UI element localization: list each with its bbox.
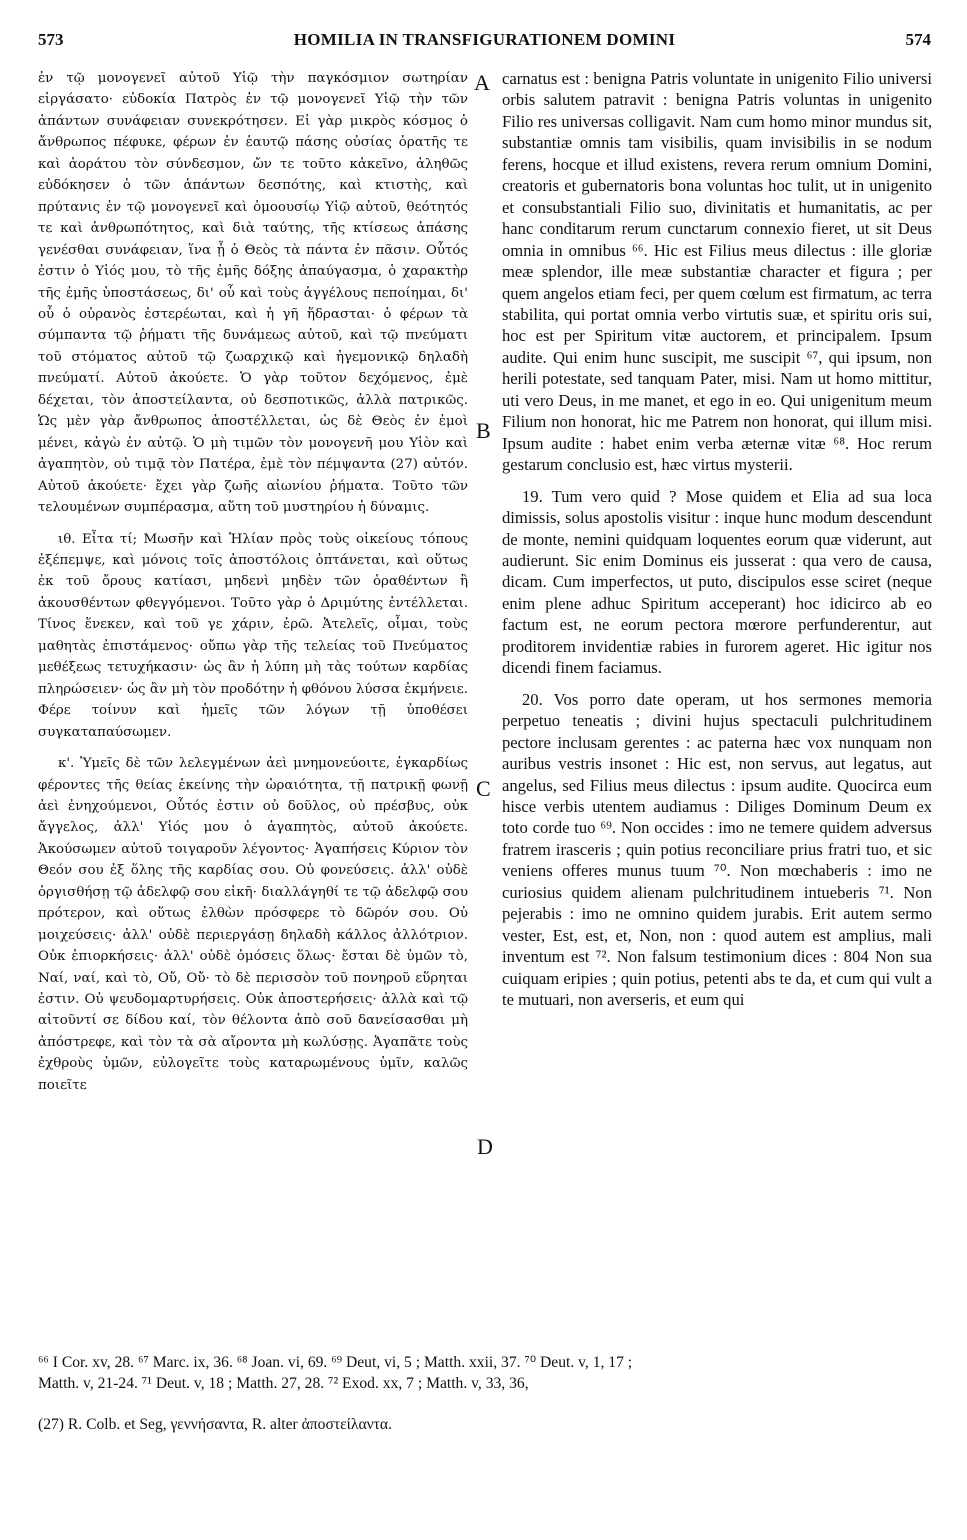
greek-column xyxy=(38,68,468,1096)
footnote-line: Matth. v, 21-24. ⁷¹ Deut. v, 18 ; Matth. 27, 28. ⁷² Exod. xx, 7 ; Matth. v, 33, 36, xyxy=(38,1375,529,1392)
margin-letter-b: B xyxy=(476,418,491,443)
footnote-line: ⁶⁶ I Cor. xv, 28. ⁶⁷ Marc. ix, 36. ⁶⁸ Joan. vi, 69. ⁶⁹ Deut, vi, 5 ; Matth. xxii, 37. ⁷⁰ Deut. v, 1, 17 ; xyxy=(38,1354,633,1371)
margin-letter-a: A xyxy=(474,70,490,95)
greek-paragraph-19: ιθ. Εἶτα τί; Μωσῆν καὶ Ἠλίαν πρὸς τοὺς οἰκείους τόπους ἐξέπεμψε, καὶ μόνοις τοῖς ἀποστόλοις ὀπτάνεται, καὶ οὕτως ἐκ τοῦ ὄρους κατίασι, μηδενὶ μηδὲν τῶν ὁραθέντων ἢ ἀκουσθέντων φθεγγόμενοι. Τοῦτο γὰρ ὁ Δριμύτης ἐντέλλεται. Τίνος ἕνεκεν, καὶ τοῦ γε χάριν, ἐρῶ. Ἀτελεῖς, οἶμαι, τοὺς μαθητὰς ἐπιστάμενος· οὔπω γὰρ τῆς τελείας τοῦ Πνεύματος μεθέξεως τετυχήκασιν· ὡς ἂν ἡ λύπη μὴ τὰς τούτων καρδίας πληρώσειεν· ὡς ἂν μὴ τὸν προδότην ἡ φθόνου λύσσα ἐκμήνειε. Φέρε τοίνυν καὶ ἡμεῖς τῶν λόγων τῇ ὑποθέσει συγκαταπαύσωμεν. xyxy=(38,531,468,740)
variant-reading-note: (27) R. Colb. et Seg, γεννήσαντα, R. alter ἀποστείλαντα. xyxy=(38,1416,392,1433)
margin-letter-c: C xyxy=(476,776,491,801)
latin-paragraph-1: carnatus est : benigna Patris voluntate in unigenito Filio universi orbis salutem patravit : benigna Patris voluntas in unigenito Filio res universas colligavit. Nam cum homo minor mundus sit, substantiæ omnis tam visibilis, quam invisibilis in se nodum ferens, hocque et illud existens, revera rerum omnium Domini, creatoris et gubernatoris bona voluntas hoc tulit, ut in unigenito et consubstantiali Filio suo, divinitatis et humanitatis, ac per hanc conditarum rerum cunctarum connexio fieret, ut sit Deus omnia in omnibus ⁶⁶. Hic est Filius meus dilectus : ille gloriæ meæ splendor, ille meæ substantiæ character et figura ; per quem angelos etiam feci, per quem cœlum est firmatum, ac terra stabilita, qui portat omnia verbo virtutis suæ, et spiritu oris sui, hoc est per Spiritum vitæ auctorem, et principalem. Ipsum audite. Qui enim hunc suscipit, me suscipit ⁶⁷, qui ipsum, non herili potestate, sed tanquam Pater, misi. Nam ut homo mittitur, uti vero Deus, in me manet, et ego in eo. Qui unigenitum meum Filium non honorat, hic me Patrem non honorat, qui illum misi. Ipsum audite : habet enim verba æternæ vitæ ⁶⁸. Hoc rerum gestarum conclusio est, hæc virtus mysterii. xyxy=(502,69,932,475)
page-header xyxy=(38,30,931,54)
latin-paragraph-19: 19. Tum vero quid ? Mose quidem et Elia ad sua loca dimissis, solus apostolis visitur : inque hunc modum descendunt de monte, nemini quidquam loquentes eorum quæ viderunt, aut audierunt. Sic enim Dominus eis jusserat : qua vero de causa, dicam. Cum imperfectos, ut puto, discipulos esse sciret (neque enim plene adhuc Spiritum acceperant) hoc idicirco ab eo factum est, ne eorum pectora mœrore perfunderentur, aut proditorem invidentiæ rabies in furorem ageret. Hic igitur nos dicendi finem faciamus. xyxy=(502,486,932,678)
footnotes xyxy=(38,1352,931,1394)
greek-paragraph-20: κ'. Ὑμεῖς δὲ τῶν λελεγμένων ἀεὶ μνημονεύοιτε, ἐγκαρδίως φέροντες τῆς θείας ἐκείνης τὴν ὡραιότητα, τῇ πατρικῇ φωνῇ ἀεὶ ἐνηχούμενοι, Οὗτός ἐστιν οὐ δοῦλος, οὐ πρέσβυς, οὐκ ἄγγελος, ἀλλ' Υἱός μου ὁ ἀγαπητὸς, αὐτοῦ ἀκούετε. Ἀκούσωμεν αὐτοῦ τοιγαροῦν λέγοντος· Ἀγαπήσεις Κύριον τὸν Θεόν σου ἐξ ὅλης τῆς καρδίας σου. Οὐ φονεύσεις. ἀλλ' οὐδὲ ὀργισθήσῃ τῷ ἀδελφῷ σου εἰκῆ· διαλλάγηθί τε τῷ ἀδελφῷ σου πρότερον, καὶ οὕτως ἐλθὼν πρόσφερε τὸ δῶρόν σου. Οὐ μοιχεύσεις· ἀλλ' οὐδὲ περιεργάσῃ δηλαδὴ κάλλος ἀλλότριον. Οὐκ ἐπιορκήσεις· ἀλλ' οὐδὲ ὀμόσεις ὅλως· ἔσται δὲ ὑμῶν τὸ, Ναί, ναί, καὶ τὸ, Οὔ, Οὔ· τὸ δὲ περισσὸν τοῦ πονηροῦ εὕρηται ἐστιν. Οὐ ψευδομαρτυρήσεις. Οὐκ ἀποστερήσεις· ἀλλὰ καὶ τῷ αἰτοῦντί σε δίδου καί, τὸν θέλοντα ἀπὸ σοῦ δανείσασθαι μὴ ἀπόστρεφε, καὶ τὸν τὰ σὰ αἴροντα μὴ κωλύσῃς. Ἀγαπᾶτε τοὺς ἐχθροὺς ὑμῶν, εὐλογεῖτε τοὺς καταρωμένους ὑμῖν, καλῶς ποιεῖτε xyxy=(38,756,468,1093)
latin-paragraph-20: 20. Vos porro date operam, ut hos sermones memoria perpetuo teneatis ; divini hujus spectaculi pulchritudinem pectore inclusam gerentes : ac paterna hæc vox nunquam non auribus vestris insonet : Hic est, non servus, aut legatus, aut angelus, sed Filius meus dilectus : ipsum audite. Quocirca eum hisce verbis utentem audiamus : Diliges Dominum Deum ex toto corde tuo ⁶⁹. Non occides : imo ne temere quidem adversus fratrem irasceris ; quin potius reconciliare prius fratri tuo, et sic veniens offeres munus tuum ⁷⁰. Non mœchaberis : imo ne curiosius quidem alienam pulchritudinem intueberis ⁷¹. Non pejerabis : imo ne omnino quidem jurabis. Erit autem sermo vester, Est, est, et, Non, non : quod autem est amplius, mali inventum est ⁷². Non falsum testimonium dices : 804 Non sua cuiquam eripies ; quin potius, petenti abs te da, et cum qui vult a te mutuari, non averseris, et eum qui xyxy=(502,689,932,1010)
greek-paragraph-1: ἐν τῷ μονογενεῖ αὐτοῦ Υἱῷ τὴν παγκόσμιον σωτηρίαν εἰργάσατο· εὐδοκία Πατρὸς ἐν τῷ μονογενεῖ Υἱῷ τὴν τῶν ἁπάντων συνάφειαν συνεκρότησεν. Εἰ γὰρ μικρὸς κόσμος ὁ ἄνθρωπος πέφυκε, φέρων ἐν ἑαυτῷ πάσης οὐσίας ὁρατῆς τε καὶ ἀοράτου τὸν σύνδεσμον, ὤν τε τοῦτο κἀκεῖνο, ἀληθῶς εὐδόκησεν ὁ τῶν ἁπάντων δεσπότης, καὶ κτιστὴς, καὶ πρύτανις ἐν τῷ μονογενεῖ καὶ ὁμοουσίῳ Υἱῷ αὐτοῦ, θεότητός τε καὶ ἀνθρωπότητος, καὶ διὰ ταύτης, τῆς κτίσεως ἁπάσης γενέσθαι συνάφειαν, ἵνα ᾖ ὁ Θεὸς τὰ πάντα ἐν πᾶσιν. Οὗτός ἐστιν ὁ Υἱός μου, τὸ τῆς ἐμῆς δόξης ἀπαύγασμα, ὁ χαρακτὴρ τῆς ἐμῆς ὑποστάσεως, δι' οὗ καὶ τοὺς ἀγγέλους πεποίημαι, δι' οὗ ὁ οὐρανὸς ἐστερέωται, καὶ ἡ γῆ ἥδρασται· ὁ φέρων τὰ σύμπαντα τῷ ῥήματι τῆς δυνάμεως αὐτοῦ, καὶ τῷ πνεύματι τοῦ στόματος αὐτοῦ τῷ ζωαρχικῷ καὶ ἡγεμονικῷ δηλαδὴ πνεύματί. Αὐτοῦ ἀκούετε. Ὁ γὰρ τοῦτον δεχόμενος, ἐμὲ δέχεται, τὸν ἀποστείλαντα, οὐ δεσποτικῶς, ἀλλὰ πατρικῶς. Ὡς μὲν γὰρ ἄνθρωπος ἀποστέλλεται, ὡς δὲ Θεὸς ἐν ἐμοὶ μένει, κἀγὼ ἐν αὐτῷ. Ὁ μὴ τιμῶν τὸν μονογενῆ μου Υἱὸν καὶ ἀγαπητὸν, οὐ τιμᾷ τὸν Πατέρα, ἐμὲ τὸν πέμψαντα (27) αὐτόν. Αὐτοῦ ἀκούετε· ἔχει γὰρ ζωῆς αἰωνίου ῥήματα. Τοῦτο τῶν τελουμένων συμπέρασμα, αὕτη τοῦ μυστηρίου ἡ δύναμις. xyxy=(38,71,468,516)
latin-column xyxy=(502,68,932,1010)
page-number-right: 574 xyxy=(905,30,931,49)
running-title: HOMILIA IN TRANSFIGURATIONEM DOMINI xyxy=(293,30,676,49)
margin-letter-d: D xyxy=(477,1134,493,1159)
page-number-left: 573 xyxy=(38,30,64,49)
